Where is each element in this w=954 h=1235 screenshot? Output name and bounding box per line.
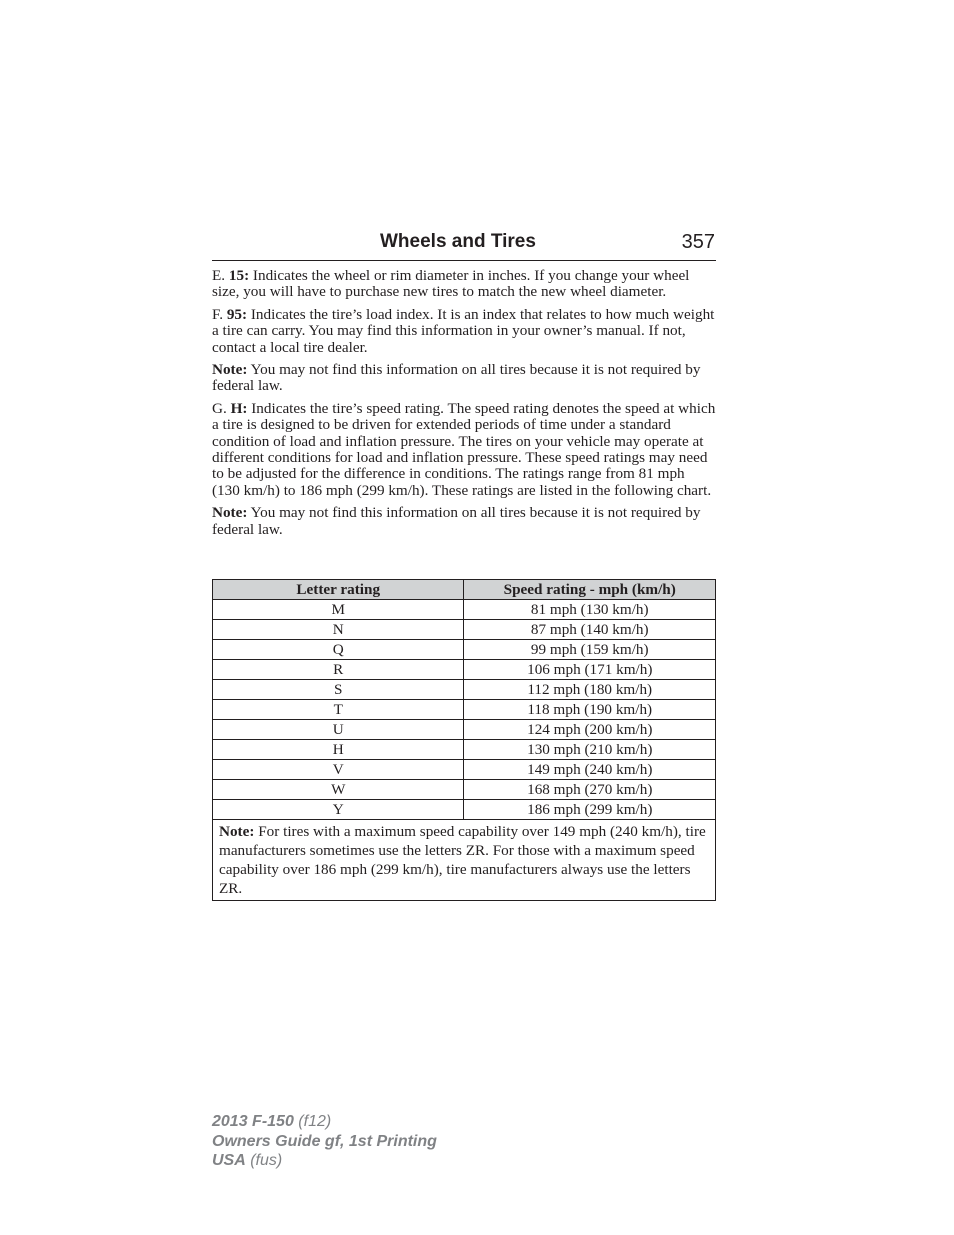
paragraph-f: F. 95: Indicates the tire’s load index. It is an index that relates to how much weight a tire can carry. You may find this information in your owner’s manual. If not, contact a local tire dealer. (212, 305, 715, 356)
column-header-letter: Letter rating (213, 580, 464, 600)
speed-cell: 130 mph (210 km/h) (464, 740, 716, 760)
speed-cell: 99 mph (159 km/h) (464, 640, 716, 660)
speed-rating-table (212, 579, 716, 901)
letter-cell: U (213, 720, 464, 740)
body-text (212, 268, 716, 544)
speed-cell: 186 mph (299 km/h) (464, 800, 716, 820)
page-header (212, 230, 716, 261)
page-footer (212, 1112, 437, 1171)
letter-cell: V (213, 760, 464, 780)
letter-cell: W (213, 780, 464, 800)
footer-model: 2013 F-150 (212, 1113, 294, 1130)
paragraph-e: E. 15: Indicates the wheel or rim diameter in inches. If you change your wheel size, you will have to purchase new tires to match the new wheel diameter. (212, 267, 690, 301)
speed-cell: 87 mph (140 km/h) (464, 620, 716, 640)
table-note-row (213, 820, 716, 901)
footer-region: USA (212, 1152, 246, 1169)
column-header-speed: Speed rating - mph (km/h) (464, 580, 716, 600)
letter-cell: H (213, 740, 464, 760)
table-row (213, 700, 716, 720)
speed-cell: 112 mph (180 km/h) (464, 680, 716, 700)
table-row (213, 600, 716, 620)
letter-cell: Q (213, 640, 464, 660)
note-paragraph: Note: You may not find this information on all tires because it is not required by federal law. (212, 361, 701, 395)
table-row (213, 800, 716, 820)
table-note: Note: For tires with a maximum speed capability over 149 mph (240 km/h), tire manufacturers sometimes use the letters ZR. For those with a maximum speed capability over 186 mph (299 km/h), tire manufacturers always use the letters ZR. (213, 820, 716, 901)
table-row (213, 780, 716, 800)
letter-cell: N (213, 620, 464, 640)
table-row (213, 720, 716, 740)
speed-cell: 168 mph (270 km/h) (464, 780, 716, 800)
table-row (213, 740, 716, 760)
letter-cell: R (213, 660, 464, 680)
table-row (213, 640, 716, 660)
speed-cell: 118 mph (190 km/h) (464, 700, 716, 720)
letter-cell: S (213, 680, 464, 700)
letter-cell: T (213, 700, 464, 720)
speed-cell: 149 mph (240 km/h) (464, 760, 716, 780)
table-row (213, 620, 716, 640)
letter-cell: Y (213, 800, 464, 820)
table-header-row (213, 580, 716, 600)
section-title: Wheels and Tires (380, 231, 536, 252)
table-row (213, 760, 716, 780)
page-number: 357 (681, 231, 715, 253)
letter-cell: M (213, 600, 464, 620)
footer-model-code: (f12) (293, 1113, 332, 1130)
speed-cell: 81 mph (130 km/h) (464, 600, 716, 620)
table-row (213, 660, 716, 680)
speed-cell: 124 mph (200 km/h) (464, 720, 716, 740)
footer-guide: Owners Guide gf, 1st Printing (212, 1132, 437, 1150)
table-row (213, 680, 716, 700)
speed-cell: 106 mph (171 km/h) (464, 660, 716, 680)
paragraph-g: G. H: Indicates the tire’s speed rating. The speed rating denotes the speed at which a tire is designed to be driven for extended periods of time under a standard condition of load and inflation pressure. The tires on your vehicle may operate at different conditions for load and inflation pressure. These speed ratings may need to be adjusted for the difference in conditions. The ratings range from 81 mph (130 km/h) to 186 mph (299 km/h). These ratings are listed in the following chart. (212, 399, 716, 499)
note-paragraph: Note: You may not find this information on all tires because it is not required by federal law. (212, 504, 701, 538)
footer-region-code: (fus) (245, 1152, 283, 1169)
